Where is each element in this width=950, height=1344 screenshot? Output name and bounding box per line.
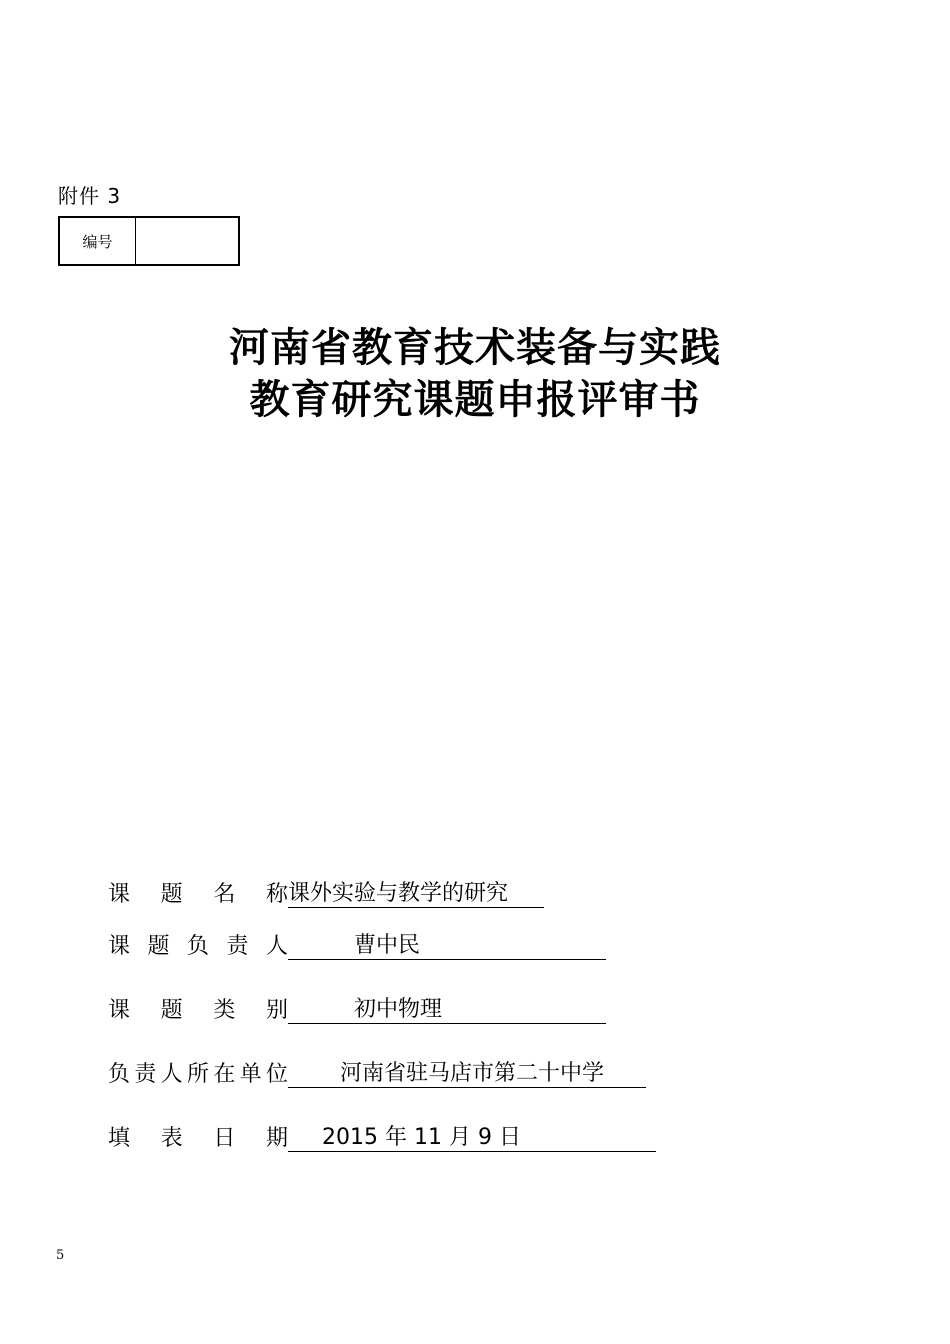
field-label: 课题负责人 — [108, 934, 288, 959]
field-value: 2015 年 11 月 9 日 — [288, 1125, 656, 1152]
field-fill-date — [108, 1120, 656, 1152]
field-label: 填 表 日 期 — [108, 1126, 288, 1151]
field-value: 初中物理 — [288, 997, 606, 1024]
field-label: 课 题 名 称 — [108, 882, 288, 907]
field-leader-organization — [108, 1056, 646, 1088]
field-value: 曹中民 — [288, 933, 606, 960]
field-label: 课 题 类 别 — [108, 998, 288, 1023]
field-value: 课外实验与教学的研究 — [288, 881, 544, 908]
field-topic-name — [108, 876, 544, 908]
page-number: 5 — [56, 1248, 65, 1263]
field-value: 河南省驻马店市第二十中学 — [288, 1061, 646, 1088]
serial-number-box — [58, 216, 240, 266]
field-topic-leader — [108, 928, 606, 960]
document-title-line-2: 教育研究课题申报评审书 — [249, 376, 701, 423]
document-title-line-1: 河南省教育技术装备与实践 — [229, 324, 721, 371]
serial-number-value — [136, 218, 238, 264]
field-label: 负责人所在单位 — [108, 1062, 288, 1087]
field-topic-category — [108, 992, 606, 1024]
attachment-label: 附件 3 — [58, 184, 122, 208]
serial-number-label: 编号 — [60, 218, 136, 264]
